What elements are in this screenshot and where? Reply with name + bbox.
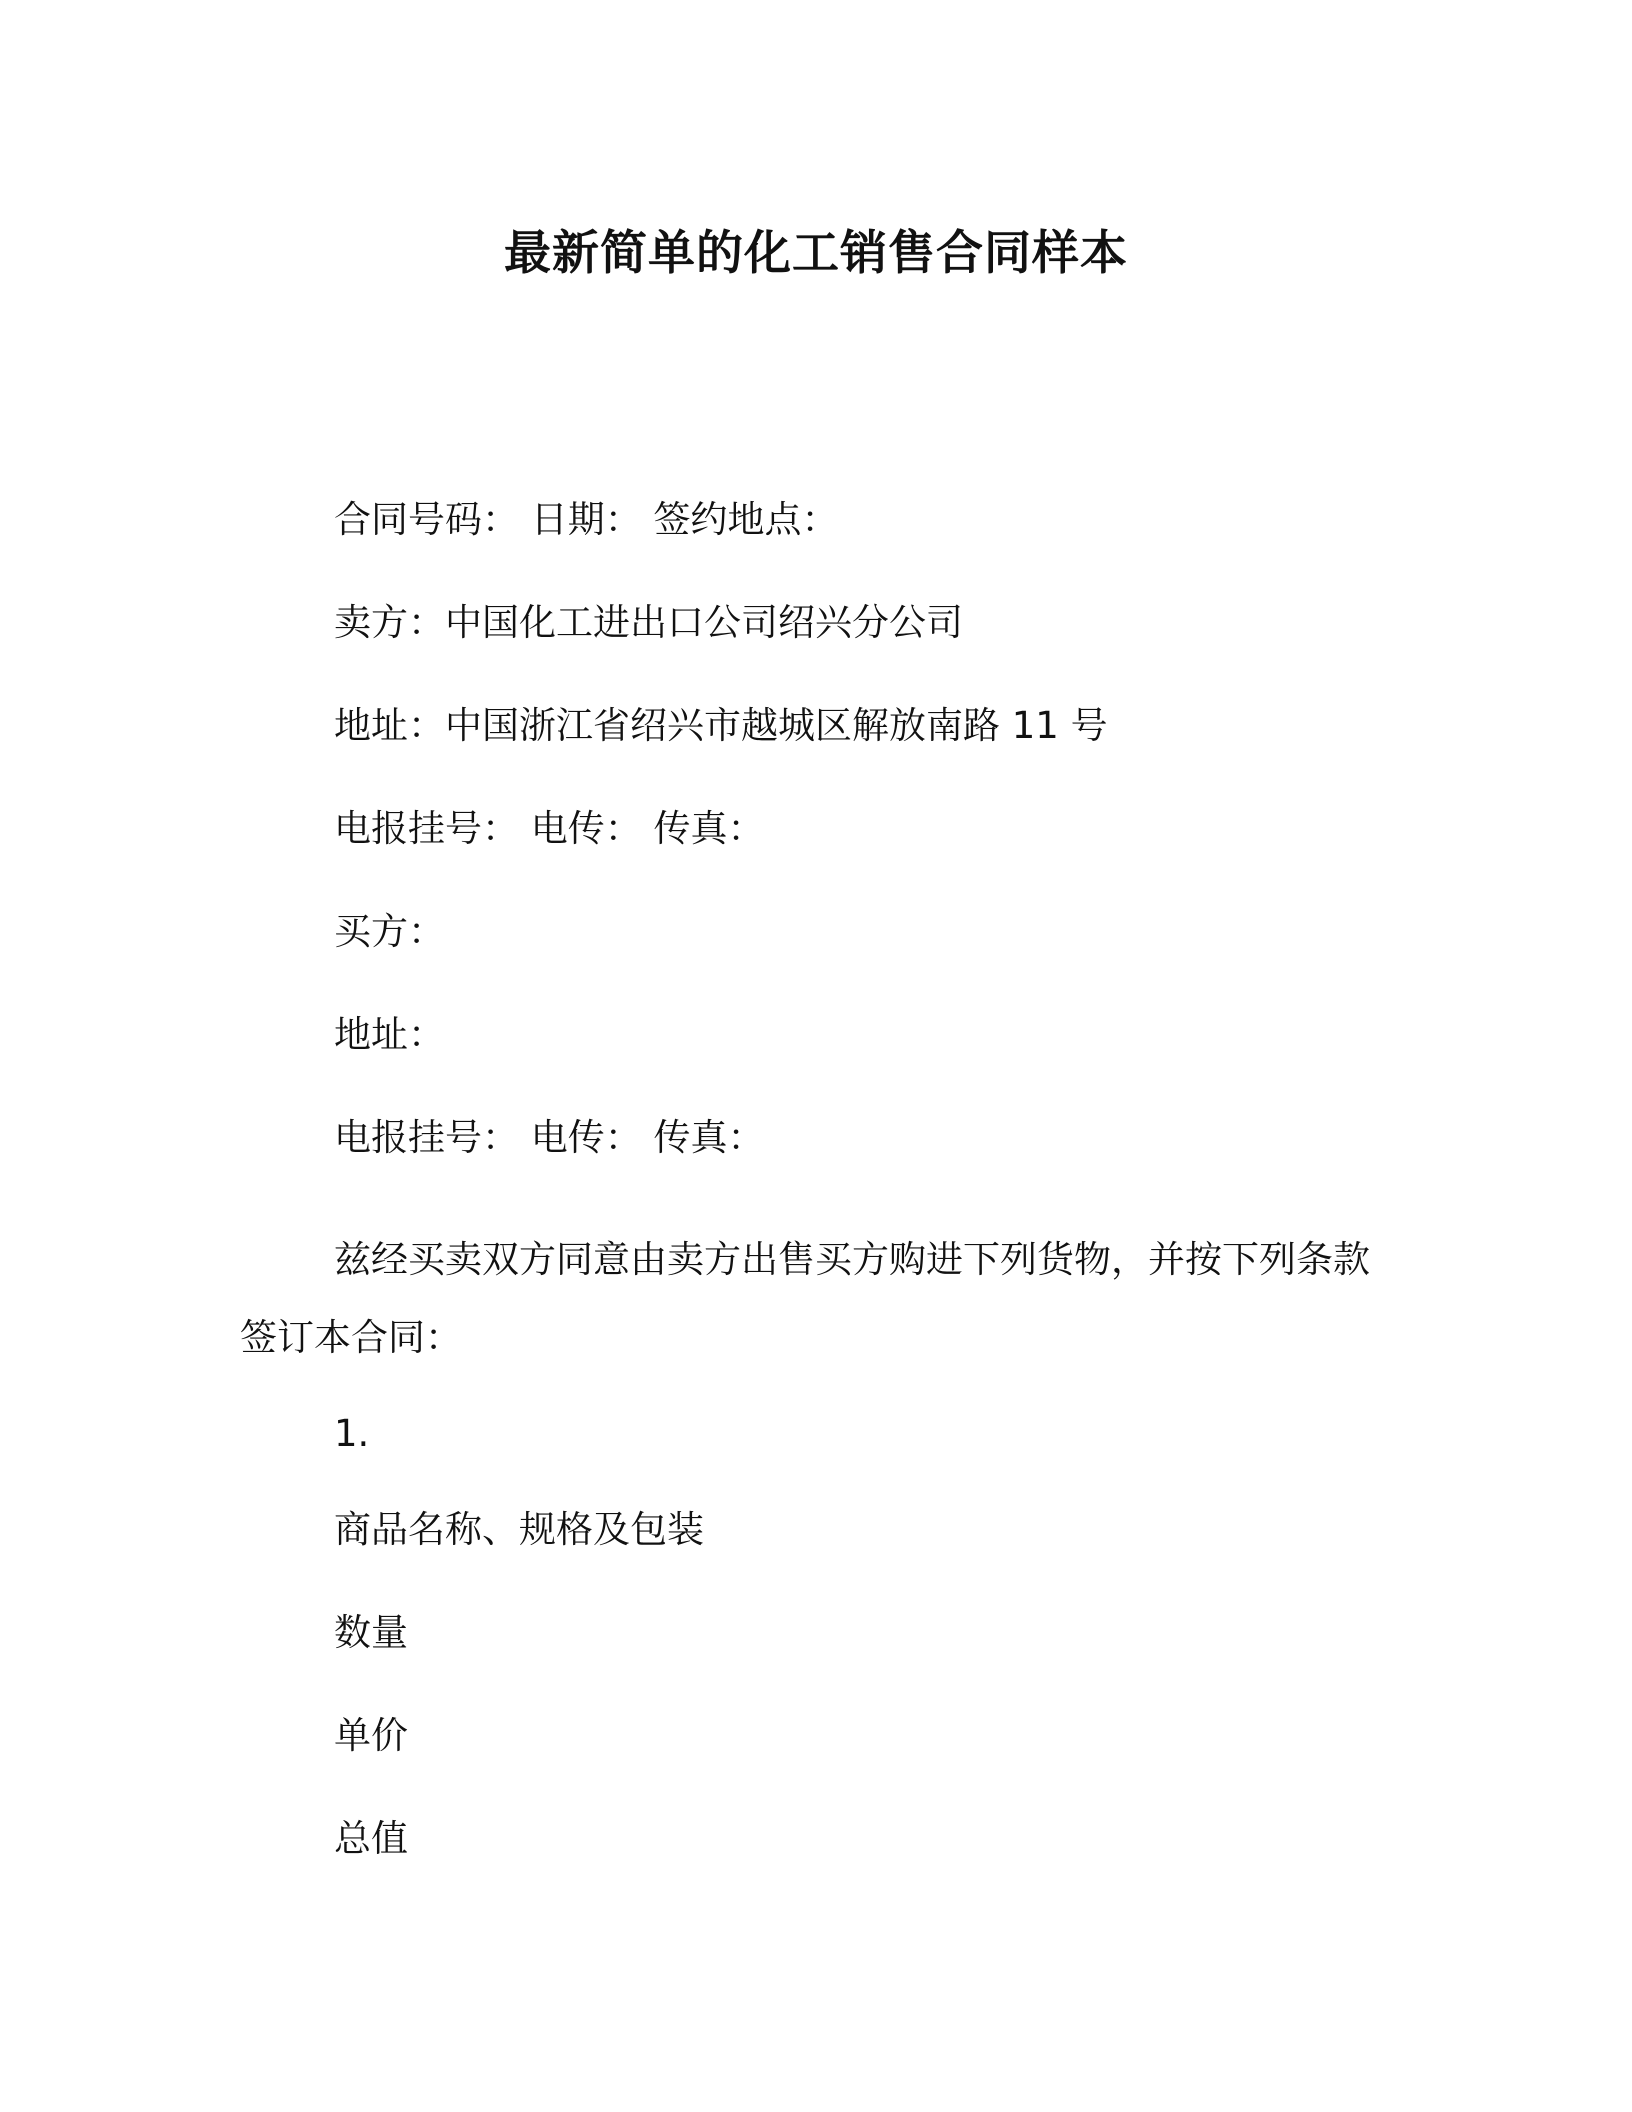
item-unit-price: 单价 [334,1714,408,1757]
item-quantity: 数量 [334,1611,408,1654]
seller-line: 卖方：中国化工进出口公司绍兴分公司 [334,601,963,644]
contract-meta-line: 合同号码： 日期： 签约地点： [334,498,839,541]
item-total-value: 总值 [334,1817,408,1860]
intro-paragraph: 兹经买卖双方同意由卖方出售买方购进下列货物，并按下列条款签订本合同： [240,1238,1370,1359]
buyer-line: 买方： [334,910,445,953]
seller-contact-line: 电报挂号： 电传： 传真： [334,807,765,850]
item-name-spec-packing: 商品名称、规格及包装 [334,1508,704,1551]
seller-address-line: 地址：中国浙江省绍兴市越城区解放南路 11 号 [334,704,1108,747]
document-title: 最新简单的化工销售合同样本 [504,226,1128,281]
item-number: 1. [334,1412,370,1455]
buyer-address-line: 地址： [334,1013,445,1056]
buyer-contact-line: 电报挂号： 电传： 传真： [334,1116,765,1159]
